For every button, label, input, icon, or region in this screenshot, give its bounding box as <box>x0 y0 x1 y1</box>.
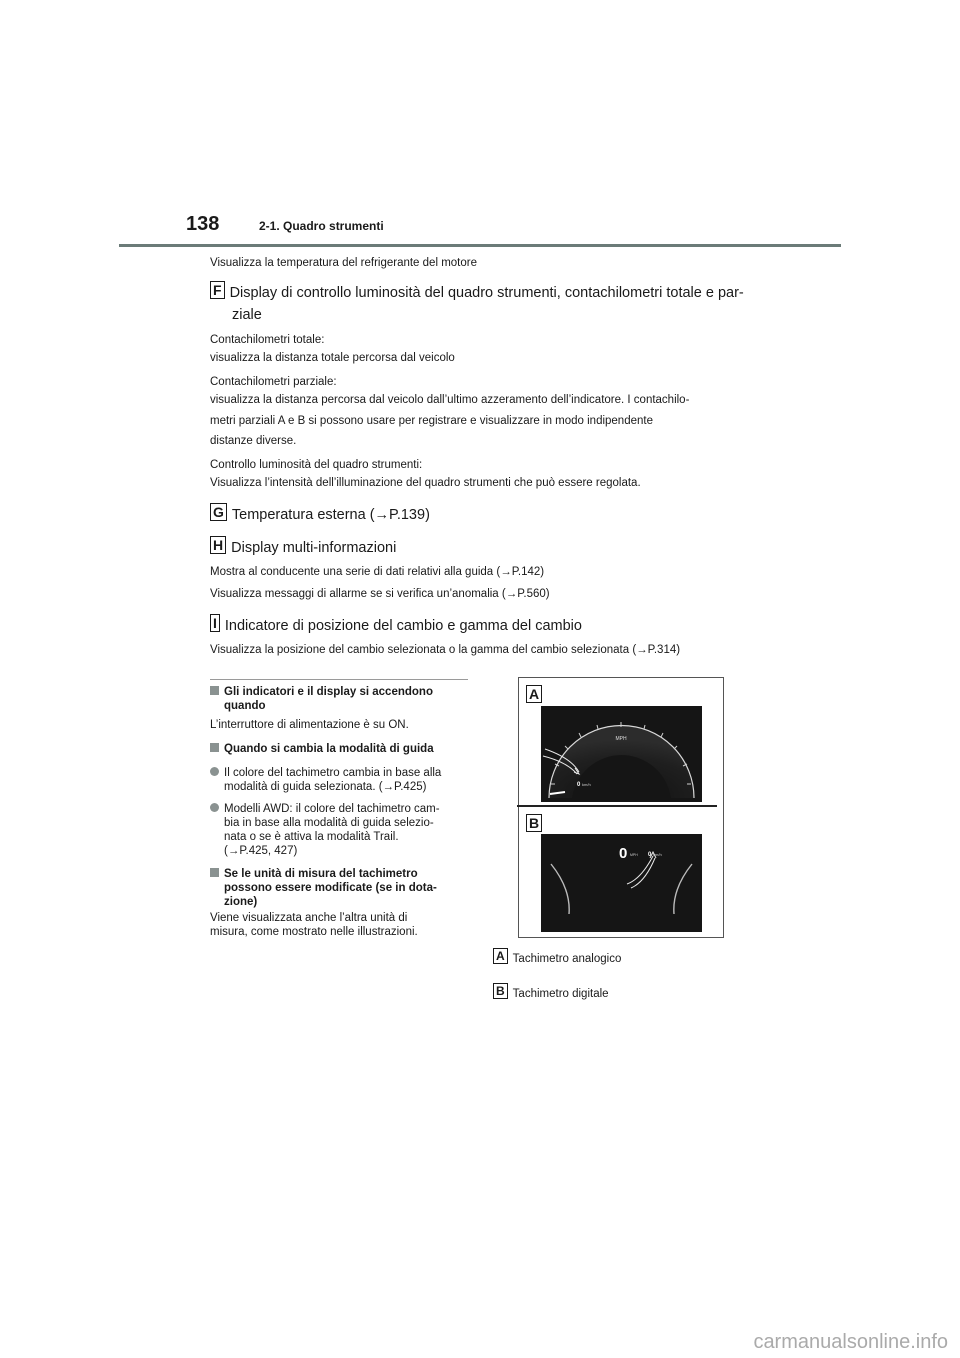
svg-text:MPH: MPH <box>630 853 638 857</box>
note-3-text-1: Viene visualizzata anche l’altra unità di <box>210 912 408 924</box>
section-f-title: Display di controllo luminosità del quadro strumenti, contachilometri totale e par- <box>229 285 744 301</box>
note-2-bullet-1: Il colore del tachimetro cambia in base alla <box>210 766 441 780</box>
brightness-desc: Visualizza l’intensità dell’illuminazione del quadro strumenti che può essere regolata. <box>210 477 641 489</box>
section-i-line-1: Visualizza la posizione del cambio selezionata o la gamma del cambio selezionata (→P.314) <box>210 644 681 656</box>
panel-divider <box>517 805 717 807</box>
trip-meter-term: Contachilometri parziale: <box>210 376 337 388</box>
section-g-title: Temperatura esterna (→P.139) <box>231 507 430 523</box>
header-divider <box>119 244 841 247</box>
trip-meter-desc-1: visualizza la distanza percorsa dal veicolo dall’ultimo azzeramento dell’indicatore. I contachilo- <box>210 394 690 406</box>
analog-speedometer-screen <box>541 706 702 802</box>
section-i-title: Indicatore di posizione del cambio e gamma del cambio <box>224 618 582 634</box>
note-2-bullet-1-cont: modalità di guida selezionata. (→P.425) <box>224 781 427 793</box>
intro-line: Visualizza la temperatura del refrigerante del motore <box>210 257 477 269</box>
section-g-heading <box>210 503 430 526</box>
section-h-line-2: Visualizza messaggi di allarme se si verifica un’anomalia (→P.560) <box>210 588 550 600</box>
note-3-heading-cont-2: zione) <box>224 896 258 908</box>
section-f-heading <box>210 281 770 304</box>
note-2-bullet-2-cont-3: (→P.425, 427) <box>224 845 298 857</box>
svg-text:MPH: MPH <box>615 736 627 742</box>
square-bullet-icon <box>210 868 219 877</box>
note-2-heading: Quando si cambia la modalità di guida <box>210 742 434 756</box>
page-number: 138 <box>186 213 220 235</box>
note-1-heading-cont: quando <box>224 700 266 712</box>
label-i-badge: I <box>210 614 220 632</box>
note-2-bullet-2-cont-2: nata o se è attiva la modalità Trail. <box>224 831 399 843</box>
note-1-text: L’interruttore di alimentazione è su ON. <box>210 719 409 731</box>
note-2-bullet-2-cont-1: bia in base alla modalità di guida selezio- <box>224 817 434 829</box>
circle-bullet-icon <box>210 803 219 812</box>
note-1-heading: Gli indicatori e il display si accendono <box>210 685 433 699</box>
section-h-line-1: Mostra al conducente una serie di dati relativi alla guida (→P.142) <box>210 566 545 578</box>
section-h-title: Display multi-informazioni <box>231 540 397 556</box>
section-i-heading <box>210 614 582 637</box>
panel-a-badge: A <box>526 685 542 703</box>
trip-meter-desc-3: distanze diverse. <box>210 435 297 447</box>
trip-meter-desc-2: metri parziali A e B si possono usare per registrare e visualizzare in modo indipendente <box>210 415 653 427</box>
label-f-badge: F <box>210 281 225 299</box>
odometer-term: Contachilometri totale: <box>210 334 325 346</box>
square-bullet-icon <box>210 686 219 695</box>
notes-divider <box>210 679 468 680</box>
square-bullet-icon <box>210 743 219 752</box>
note-3-heading-cont-1: possono essere modificate (se in dota- <box>224 882 437 894</box>
svg-text:0: 0 <box>577 782 581 788</box>
svg-text:km/h: km/h <box>582 782 591 787</box>
panel-b-badge: B <box>526 814 542 832</box>
svg-text:0: 0 <box>648 852 652 858</box>
caption-digital: B Tachimetro digitale <box>493 983 609 1003</box>
circle-bullet-icon <box>210 767 219 776</box>
note-2-bullet-2: Modelli AWD: il colore del tachimetro cam- <box>210 802 440 816</box>
label-h-badge: H <box>210 536 226 554</box>
section-title: 2-1. Quadro strumenti <box>259 219 384 233</box>
note-3-heading: Se le unità di misura del tachimetro <box>210 867 418 881</box>
digital-speedometer-screen <box>541 834 702 932</box>
speedometer-figure <box>518 677 724 938</box>
caption-b-badge: B <box>493 983 508 999</box>
svg-text:km/h: km/h <box>653 852 662 857</box>
section-f-title-cont: ziale <box>232 307 262 323</box>
caption-analog: A Tachimetro analogico <box>493 948 621 968</box>
note-3-text-2: misura, come mostrato nelle illustrazioni. <box>210 926 418 938</box>
label-g-badge: G <box>210 503 227 521</box>
brightness-term: Controllo luminosità del quadro strumenti: <box>210 459 423 471</box>
digital-gauge-icon <box>541 834 702 932</box>
caption-a-badge: A <box>493 948 508 964</box>
svg-text:0: 0 <box>619 845 628 862</box>
odometer-desc: visualizza la distanza totale percorsa dal veicolo <box>210 352 455 364</box>
section-h-heading <box>210 536 396 559</box>
watermark: carmanualsonline.info <box>753 1331 948 1353</box>
analog-gauge-icon <box>541 706 702 802</box>
